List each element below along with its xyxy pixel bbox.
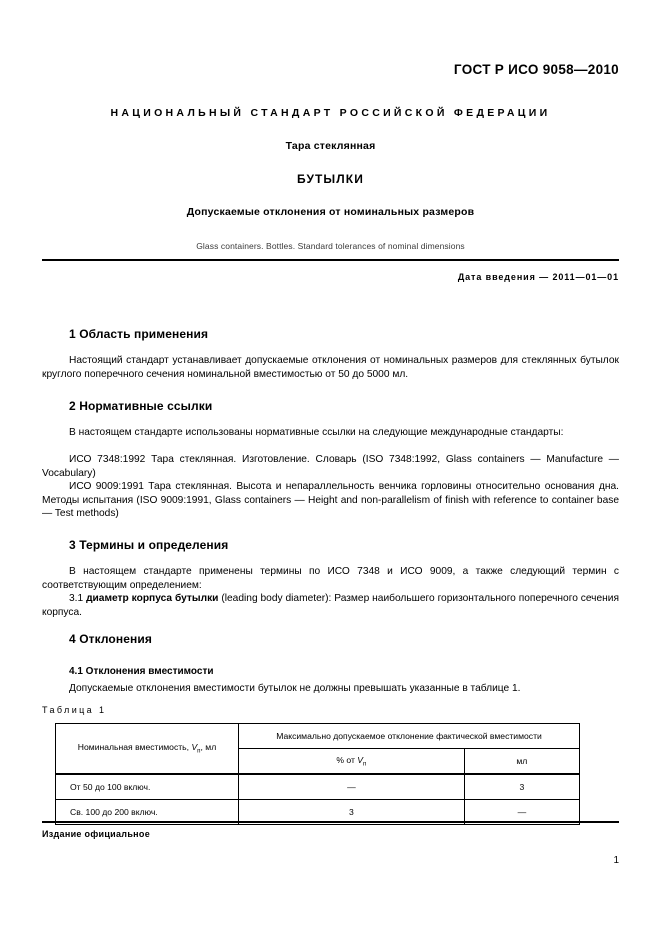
tolerance-table: [55, 723, 580, 825]
title-main: БУТЫЛКИ: [297, 172, 364, 186]
table-caption: Таблица 1: [42, 705, 107, 715]
table-cell-range: Св. 100 до 200 включ.: [56, 800, 239, 825]
header-col1-variable: V: [191, 742, 198, 753]
page-content: [42, 0, 619, 936]
header-col1-prefix: Номинальная вместимость,: [77, 742, 192, 753]
document-code: ГОСТ Р ИСО 9058—2010: [453, 62, 619, 77]
section-1-paragraph: Настоящий стандарт устанавливает допускаемые отклонения от номинальных размеров для стеклянных бутылок круглого поперечного сечения номинальной вместимостью от 50 до 5000 мл.: [42, 355, 619, 380]
header-pct-subscript: п: [363, 760, 367, 768]
table-row: [56, 774, 580, 800]
table-header-ml: мл: [464, 749, 579, 775]
section-1-heading: 1 Область применения: [69, 327, 209, 341]
national-standard-banner: НАЦИОНАЛЬНЫЙ СТАНДАРТ РОССИЙСКОЙ ФЕДЕРАЦИИ: [110, 107, 551, 119]
table-cell-percent: —: [239, 774, 465, 800]
table-cell-ml: 3: [464, 774, 579, 800]
table-header-max-deviation: Максимально допускаемое отклонение фактической вместимости: [239, 724, 580, 749]
table-header-percent: [239, 749, 465, 775]
title-block: [42, 140, 619, 251]
term-definition-text: (leading body diameter): Размер наибольшего горизонтального поперечного сечения корпуса.: [42, 593, 619, 618]
table-header-row-1: [56, 724, 580, 749]
horizontal-rule-footer: [42, 821, 619, 823]
header-col1-subscript: п: [197, 747, 201, 755]
effective-date: Дата введения — 2011—01—01: [457, 272, 619, 282]
section-3-paragraph-1: В настоящем стандарте применены термины по ИСО 7348 и ИСО 9009, а также следующий термин с соответствующим определением:: [42, 566, 619, 591]
section-2-paragraph-1: В настоящем стандарте использованы нормативные ссылки на следующие международные стандарты:: [69, 427, 564, 438]
table-cell-range: От 50 до 100 включ.: [56, 774, 239, 800]
section-3-heading: 3 Термины и определения: [69, 538, 229, 552]
term-name: диаметр корпуса бутылки: [86, 593, 219, 604]
header-pct-variable: V: [357, 754, 364, 765]
title-english: Glass containers. Bottles. Standard tolerances of nominal dimensions: [196, 241, 465, 251]
section-2-paragraph-2: ИСО 7348:1992 Тара стеклянная. Изготовление. Словарь (ISO 7348:1992, Glass containers — Manufacture — Vocabulary): [42, 454, 619, 479]
section-4-1-heading: 4.1 Отклонения вместимости: [69, 666, 214, 677]
table-header-nominal-capacity: [56, 724, 239, 775]
page-number: 1: [613, 855, 619, 866]
section-2-heading: 2 Нормативные ссылки: [69, 399, 213, 413]
section-4-heading: 4 Отклонения: [69, 632, 152, 646]
term-number: 3.1: [69, 593, 84, 604]
title-subtitle: Допускаемые отклонения от номинальных размеров: [186, 206, 475, 218]
section-4-1-paragraph: Допускаемые отклонения вместимости бутылок не должны превышать указанные в таблице 1.: [69, 683, 521, 694]
header-pct-prefix: % от: [336, 754, 358, 765]
footer-note: Издание официальное: [42, 829, 151, 839]
table-cell-ml: —: [464, 800, 579, 825]
header-col1-suffix: , мл: [200, 742, 217, 753]
title-category: Тара стеклянная: [285, 140, 376, 152]
section-3-term-definition: [42, 592, 619, 619]
table-cell-percent: 3: [239, 800, 465, 825]
section-2-paragraph-3: ИСО 9009:1991 Тара стеклянная. Высота и непараллельность венчика горловины относительно основания дна. Методы испытания (ISO 9009:1991, Glass containers — Height and non-parallelism of finish with reference to container base — Test methods): [42, 481, 619, 520]
horizontal-rule-top: [42, 259, 619, 261]
